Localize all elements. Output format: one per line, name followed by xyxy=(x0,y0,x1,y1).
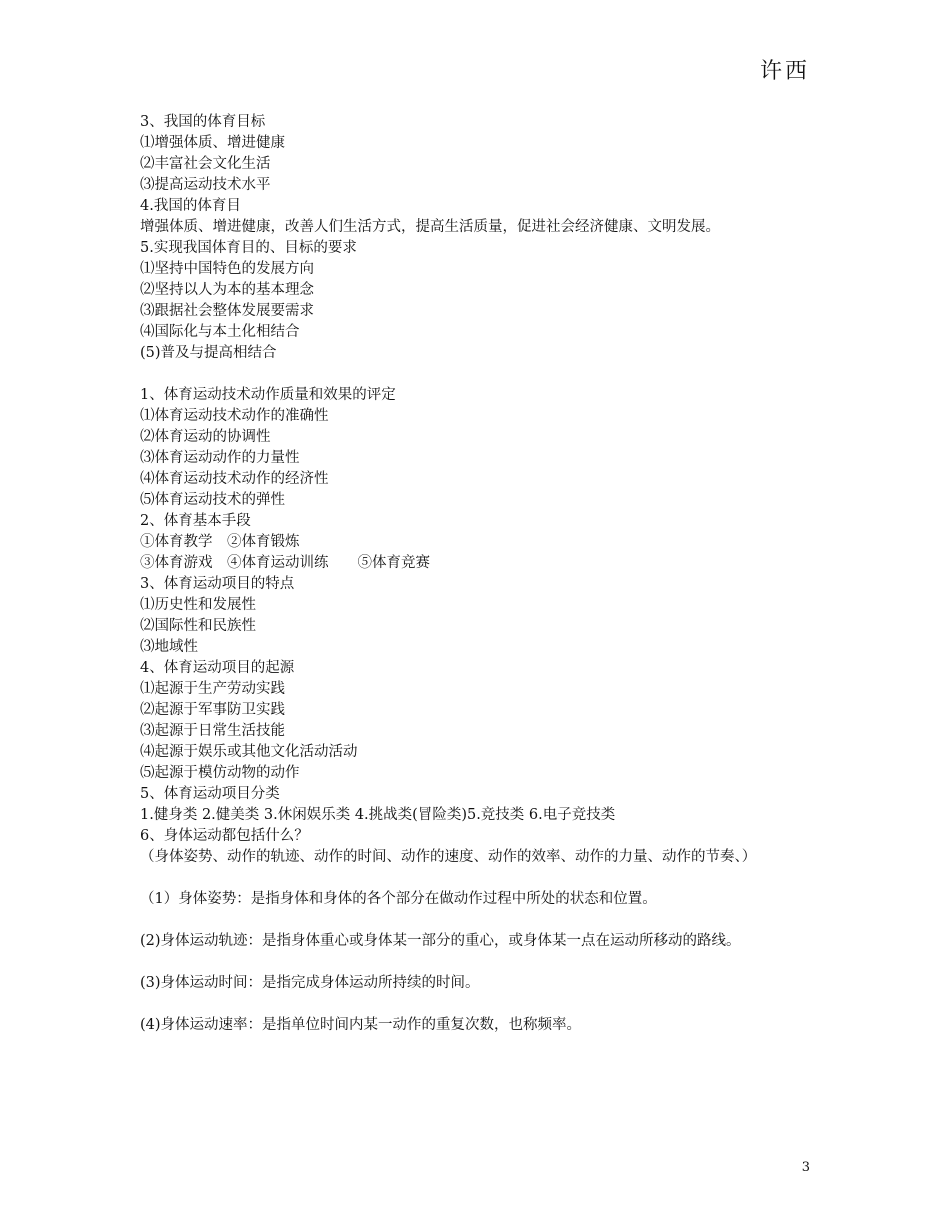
document-body xyxy=(140,112,820,1036)
text-line: ⑸起源于模仿动物的动作 xyxy=(140,765,300,781)
blank-line xyxy=(140,868,820,889)
text-line: 1.健身类 2.健美类 3.休闲娱乐类 4.挑战类(冒险类)5.竞技类 6.电子竞技类 xyxy=(140,807,616,823)
text-line: ⑵坚持以人为本的基本理念 xyxy=(140,282,314,298)
text-line: ③体育游戏 ④体育运动训练 ⑤体育竞赛 xyxy=(140,555,430,571)
text-line: ⑶起源于日常生活技能 xyxy=(140,723,285,739)
text-line: ⑴体育运动技术动作的准确性 xyxy=(140,408,329,424)
text-line: ⑵丰富社会文化生活 xyxy=(140,156,271,172)
text-line: （1）身体姿势：是指身体和身体的各个部分在做动作过程中所处的状态和位置。 xyxy=(140,891,657,907)
blank-line xyxy=(140,994,820,1015)
text-line: ⑴历史性和发展性 xyxy=(140,597,256,613)
text-line: ⑶提高运动技术水平 xyxy=(140,177,271,193)
text-line: ⑴增强体质、增进健康 xyxy=(140,135,285,151)
text-line: （身体姿势、动作的轨迹、动作的时间、动作的速度、动作的效率、动作的力量、动作的节奏、） xyxy=(140,849,757,865)
text-line: ⑶跟据社会整体发展要需求 xyxy=(140,303,314,319)
text-line: 5.实现我国体育目的、目标的要求 xyxy=(140,240,357,256)
header-author: 许西 xyxy=(759,59,810,84)
text-line: ⑸体育运动技术的弹性 xyxy=(140,492,285,508)
text-line: ⑷起源于娱乐或其他文化活动活动 xyxy=(140,744,358,760)
text-line: 4.我国的体育目 xyxy=(140,198,241,214)
text-line: 3、体育运动项目的特点 xyxy=(140,576,295,592)
text-line: 6、身体运动都包括什么？ xyxy=(140,828,309,844)
text-line: (4)身体运动速率：是指单位时间内某一动作的重复次数，也称频率。 xyxy=(140,1017,582,1033)
text-line: 1、体育运动技术动作质量和效果的评定 xyxy=(140,387,396,403)
text-line: 2、体育基本手段 xyxy=(140,513,251,529)
text-line: ⑴起源于生产劳动实践 xyxy=(140,681,285,697)
blank-line xyxy=(140,364,820,385)
text-line: ①体育教学 ②体育锻炼 xyxy=(140,534,300,550)
text-line: 3、我国的体育目标 xyxy=(140,114,266,130)
text-line: 增强体质、增进健康，改善人们生活方式，提高生活质量，促进社会经济健康、文明发展。 xyxy=(140,219,720,235)
blank-line xyxy=(140,952,820,973)
text-line: ⑶体育运动动作的力量性 xyxy=(140,450,300,466)
text-line: (2)身体运动轨迹：是指身体重心或身体某一部分的重心，或身体某一点在运动所移动的路线。 xyxy=(140,933,741,949)
blank-line xyxy=(140,910,820,931)
text-line: ⑶地域性 xyxy=(140,639,198,655)
text-line: ⑷国际化与本土化相结合 xyxy=(140,324,300,340)
text-line: ⑵体育运动的协调性 xyxy=(140,429,271,445)
text-line: (3)身体运动时间：是指完成身体运动所持续的时间。 xyxy=(140,975,480,991)
text-line: ⑵起源于军事防卫实践 xyxy=(140,702,285,718)
page-number: 3 xyxy=(801,1160,810,1175)
text-line: ⑵国际性和民族性 xyxy=(140,618,256,634)
text-line: 5、体育运动项目分类 xyxy=(140,786,280,802)
text-line: (5)普及与提高相结合 xyxy=(140,345,277,361)
text-line: ⑷体育运动技术动作的经济性 xyxy=(140,471,329,487)
text-line: 4、体育运动项目的起源 xyxy=(140,660,295,676)
text-line: ⑴坚持中国特色的发展方向 xyxy=(140,261,314,277)
